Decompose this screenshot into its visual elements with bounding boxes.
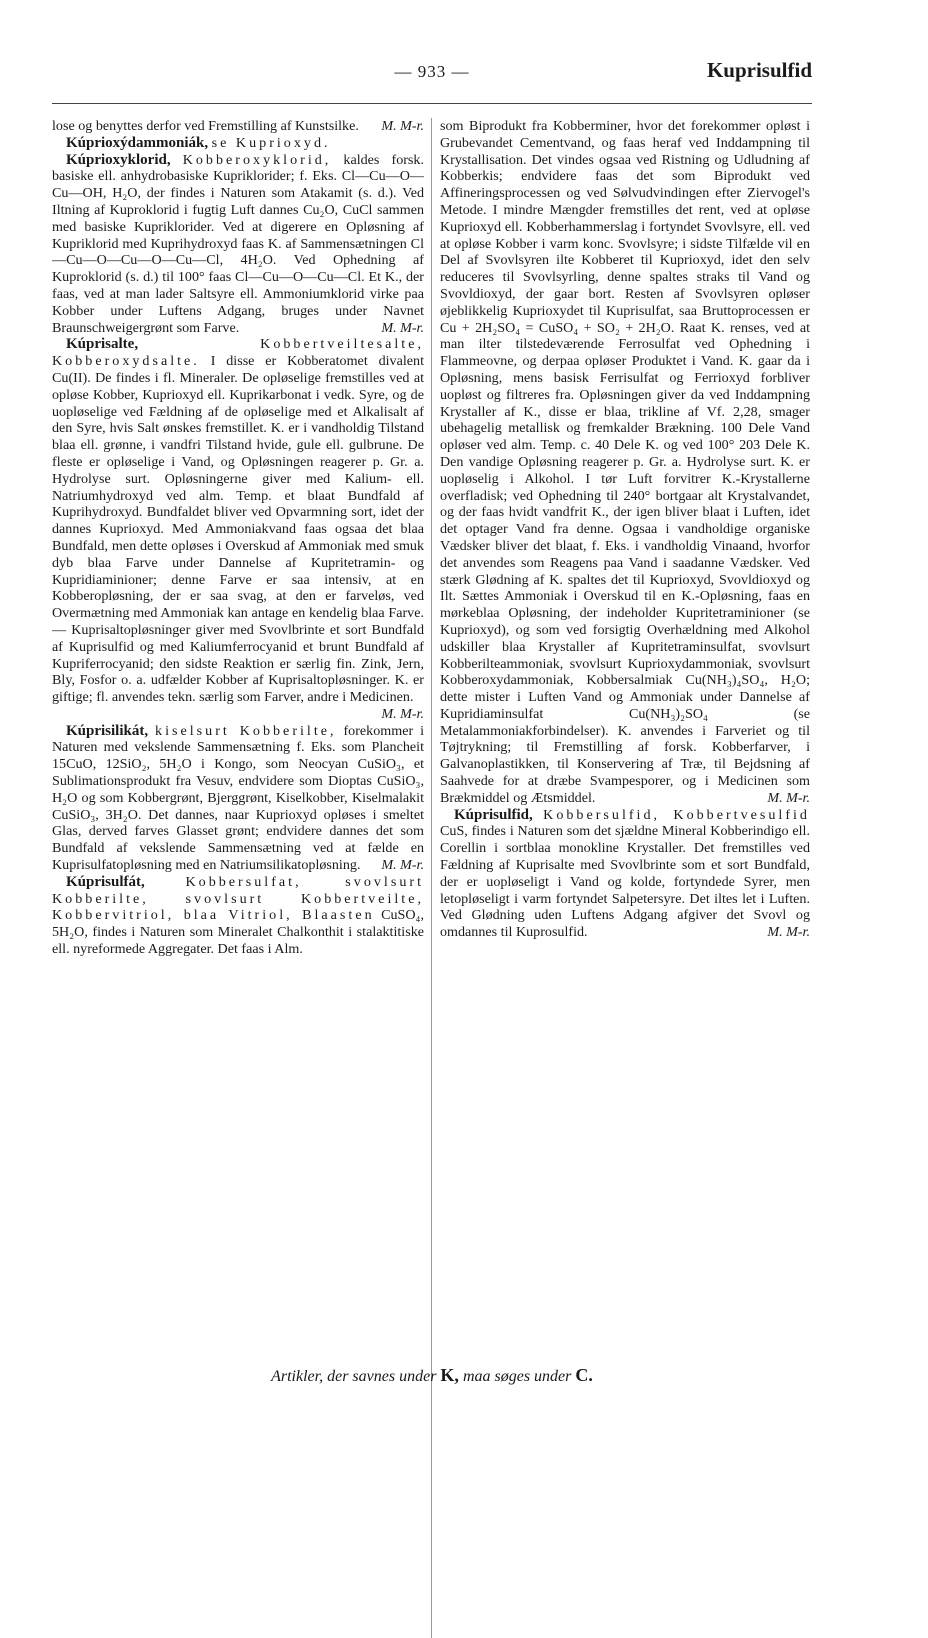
entry-text: som Biprodukt fra Kobberminer, hvor det forekommer opløst i Grubevandet Cementvand, og faas heraf ved Inddampning til Krystallisation. Det vindes ogsaa ved Ristning og Udludning af Kobberkis; endvidere faas det som Biprodukt ved Affineringsprocessen og ved Sølvudvindingen efter Ziervogel's Metode. I mindre Mængder fremstilles det rent, ved at opløse Kuprioxyd ell. Kobberhammerslag i fortyndet Svovlsyre, ell. ved at opløse Kobber i varm konc. Svovlsyre; i sidste Tilfælde vil en Del af Svovlsyren ilte Kobberet til Kuprioxyd, idet den selv reduceres til Svovlsyrling, denne spaltes straks til Vand og Svovldioxyd, der gaar bort. Resten af Svovlsyren opløser øjeblikkelig Kuprioxydet til Kuprisulfat, saa Bruttoprocessen er Cu + 2H₂SO₄ = CuSO₄ + SO₂ + 2H₂O. Raat K. renses, ved at man ilter tilstedeværende Ferrosulfat ved Ophedning i Flammeovne, og derpaa opløser Produktet i Vand. K. gaar da i Opløsning, mens basisk Ferrisulfat og Ferrioxyd forbliver uopløst og filtreres fra. Opløsningen giver da ved Inddampning Krystaller af K., disse er blaa, trikline af Vf. 2,28, smager ubehagelig metallisk og fremkalder Brækning. 100 Dele Vand opløser ved alm. Temp. c. 40 Dele K. og ved 100° 203 Dele K. Den vandige Opløsning reagerer p. Gr. a. Hydrolyse surt. K. er uopløselig i Alkohol. I tør Luft forvitrer K.-Krystallerne overfladisk; ved Ophedning til 240° bortgaar alt Krystalvandet, og der faas hvidt vandfrit K., der igen bliver blaat i Luften, idet det optager Vand fra denne. Ogsaa i vandholdige organiske Vædsker bliver det blaat, f. Eks. i vandholdig Vinaand, hvorfor det anvendes som Reagens paa Vand i saadanne Vædsker. Ved stærk Glødning af K. spaltes det til Kuprioxyd, Svovldioxyd og Ilt. Sættes Ammoniak i Overskud til en K.-Opløsning, faas en mørkeblaa Opløsning, der indeholder Kupritetraminioner (se Kuprioxyd), og som ved forsigtig Overhældning med Alkohol udskiller blaa Krystaller af Kupritetraminsulfat, svovlsurt Kobberilteammoniak, svovlsurt Kuprioxydammoniak, svovlsurt Kobberoxydammoniak, Kobbersalmiak Cu(NH₃)₄SO₄, H₂O; dette mister i Luften Vand og Ammoniak under Dannelse af Kupridiaminsulfat Cu(NH₃)₂SO₄ (se Metalammoniakforbindelser). K. anvendes i Farveriet og til Tøjtrykning; til Fremstilling af forsk. Kobberfarver, i Galvanoplastikken, til Konservering af Træ, til Bejdsning af Saahvede for at dræbe Svampesporer, og i Medicinen som Brækmiddel og Ætsmiddel. (440, 118, 810, 806)
entry-text: kaldes forsk. basiske ell. anhydrobasiske Kupriklorider; f. Eks. Cl—Cu—O—Cu—OH, H₂O, der findes i Naturen som Atakamit (s. d.). Ved Iltning af Kuproklorid i fugtig Luft dannes Cu₂O, CuCl sammen med basiske Kupriklorider. Ved at digerere en Opløsning af Kupriklorid med Kuprihydroxyd faas K. af Sammensætningen Cl—Cu—O—Cu—O—Cu—Cl, 4H₂O. Ved Ophedning af Kuproklorid (s. d.) til 100° faas Cl—Cu—O—Cu—Cl. Et K., der faas, ved at man lader Saltsyre ell. Ammoniumklorid virke paa Kobber under Luftens Adgang, bruges under Navnet Braunschweigergrønt som Farve. (52, 151, 424, 336)
entry-text: CuS, findes i Naturen som det sjældne Mineral Kobberindigo ell. Corellin i sortblaa monokline Krystaller. Det fremstilles ved Fældning af Kuprisalte med Svovlbrinte som et sort Bundfald, der er uopløseligt i Vand og kolde, fortyndede Syrer, men letopløseligt i varm fortyndet Salpetersyre. Det iltes let i Luften. Ved Glødning uden Luftens Adgang afgiver det Svovl og omdannes til Kuprosulfid. (440, 823, 810, 941)
headword: Kúprisalte, (66, 336, 139, 353)
entry-kuprisulfat-continued (440, 118, 810, 807)
column-divider (431, 118, 432, 1638)
entry-text: CuSO₄, 5H₂O, findes i Naturen som Mineralet Chalkonthit i stalaktitiske ell. nyreformede Aggregater. Det faas i Alm. (52, 907, 424, 958)
entry-synonyms: kiselsurt Kobberilte, (155, 722, 337, 739)
footer-letter-k: K, (440, 1365, 459, 1385)
header-rule (52, 103, 812, 104)
page-number: — 933 — (394, 62, 470, 81)
author-signature: M. M-r. (767, 924, 810, 941)
footer-note (52, 1365, 812, 1386)
headword: Kúprisulfid, (454, 806, 533, 823)
entry-text: se Kuprioxyd. (211, 134, 331, 151)
running-title: Kuprisulfid (706, 58, 812, 82)
entry-synonyms: Kobbersulfid, Kobbertvesulfid (543, 806, 810, 823)
entry-kuprioxyklorid (52, 152, 424, 337)
entry-kuprioxydammoniak (52, 135, 424, 152)
author-signature: M. M-r. (381, 705, 424, 722)
entry-kuprisalte (52, 336, 424, 722)
entry-kuprisilikat (52, 723, 424, 874)
author-signature: M. M-r. (767, 789, 810, 806)
entry-continuation (52, 118, 424, 135)
entry-kuprisulfat (52, 874, 424, 958)
entry-text: lose og benyttes derfor ved Fremstilling af Kunstsilke. (52, 118, 359, 134)
footer-letter-c: C. (575, 1365, 593, 1385)
author-signature: M. M-r. (381, 118, 424, 134)
right-column (440, 118, 810, 1638)
entry-synonyms: Kobberoxyklorid, (182, 151, 332, 168)
footer-text: maa søges under (462, 1368, 572, 1385)
headword: Kúprioxýdammoniák, (66, 134, 209, 151)
footer-text: Artikler, der savnes under (271, 1368, 437, 1385)
entry-text: I disse er Kobberatomet divalent Cu(II). De findes i fl. Mineraler. De opløselige fremstilles ved at opløse Kobber, Kuprioxyd ell. Kuprikarbonat i vedk. Syre, og de uopløselige ved Fældning af de opløselige med et Alkalisalt af den Syre, hvis Salt ønskes fremstillet. K. er i vandholdig Tilstand blaa ell. grønne, i vandfri Tilstand hvide, gule ell. gulbrune. De fleste er opløselige i Vand, og Opløsningen reagerer p. Gr. a. Hydrolyse surt. Opløsningerne giver med Kalium- ell. Natriumhydroxyd ved alm. Temp. et blaat Bundfald af Kuprihydroxyd. Bundfaldet bliver ved Opvarmning sort, idet der dannes Kuprioxyd. Med Ammoniakvand faas ogsaa det blaa Bundfald, men dette opløses i Overskud af Ammoniak med smuk dyb blaa Farve under Dannelse af Kupritetramin- og Kupridiaminioner; denne Farve er saa intensiv, at en Kobberopløsning, der er saa svag, at den er farveløs, ved Overmætning med Ammoniak kan antage en kendelig blaa Farve. — Kuprisaltopløsninger giver med Svovlbrinte et sort Bundfald af Kuprisulfid og med Kaliumferrocyanid et brunt Bundfald af Kupriferrocyanid; den sidste Reaktion er særlig fin. Zink, Jern, Bly, Fosfor o. a. udfælder Kobber af Kuprisaltopløsninger. K. er giftige; fl. anvendes tekn. særlig som Farver, andre i Medicinen. (52, 353, 424, 706)
entry-text: forekommer i Naturen med vekslende Sammensætning f. Eks. som Plancheit 15CuO, 12SiO₂, 5H₂O i Kongo, som Neocyan CuSiO₃, et Sublimationsprodukt fra Vesuv, endvidere som Dioptas CuSiO₃, H₂O og som Kobbergrønt, Bjerggrønt, Kiselkobber, Kiselmalakit CuSiO₃, 3H₂O. Det dannes, naar Kuprioxyd opløses i smeltet Glas, derved farves Glasset grønt; endvidere dannes det som Bundfald af vekslende Sammensætning ved at fælde en Kuprisulfatopløsning med en Natriumsilikatopløsning. (52, 722, 424, 874)
headword: Kúprisilikát, (66, 722, 149, 739)
headword: Kúprioxyklorid, (66, 151, 171, 168)
entry-synonyms: Kobbertveiltesalte, Kobberoxydsalte. (52, 336, 424, 370)
author-signature: M. M-r. (381, 319, 424, 336)
left-column (52, 118, 424, 1638)
entry-synonyms: Kobbersulfat, svovlsurt Kobberilte, svovlsurt Kobbertveilte, Kobbervitriol, blaa Vitriol, Blaasten (52, 873, 424, 924)
author-signature: M. M-r. (381, 857, 424, 874)
page-header (52, 58, 812, 94)
entry-kuprisulfid (440, 807, 810, 941)
headword: Kúprisulfát, (66, 873, 145, 890)
